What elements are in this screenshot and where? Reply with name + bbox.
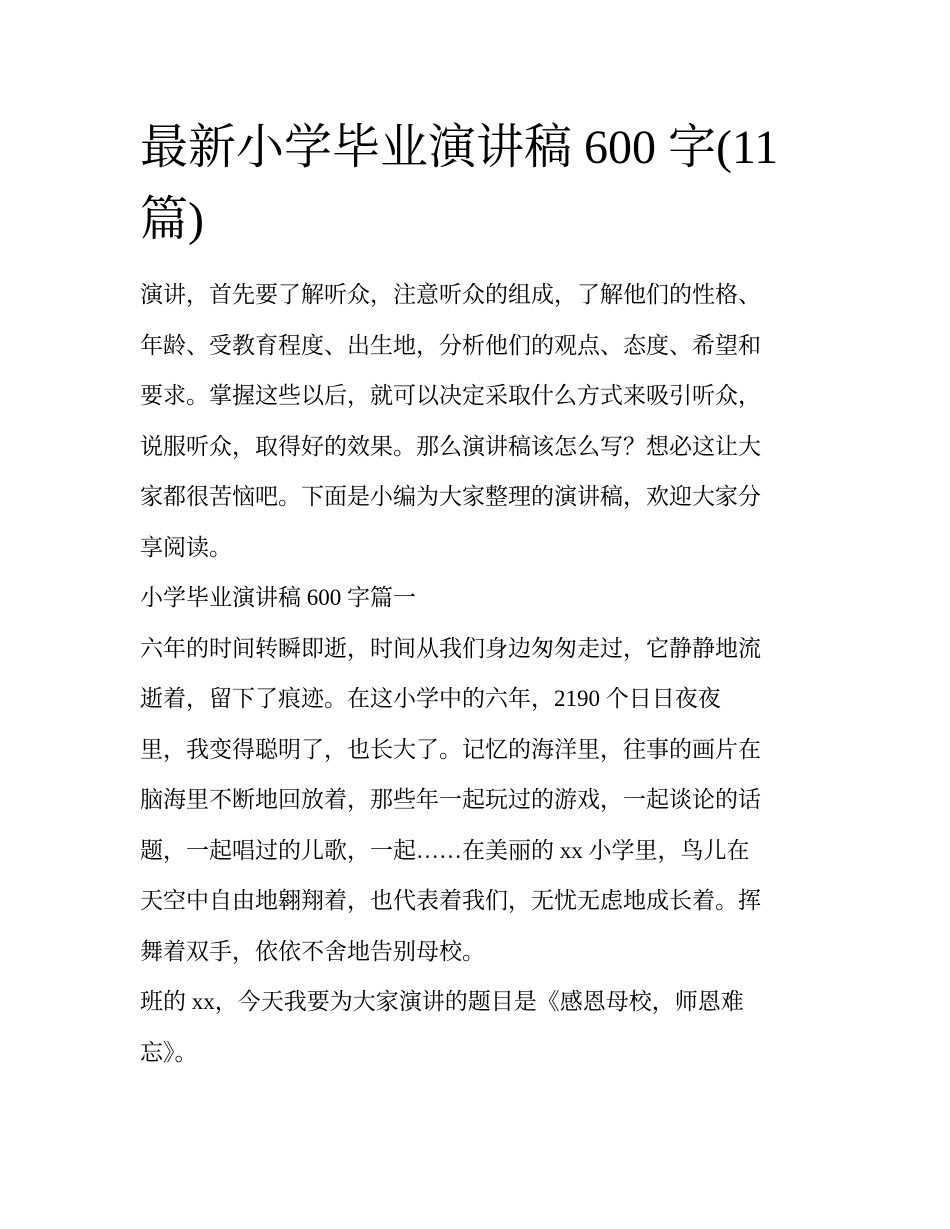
section-heading: [140, 573, 815, 624]
page-title: [140, 112, 815, 256]
title-line: 篇): [140, 193, 204, 246]
text-line: 说服听众，取得好的效果。那么演讲稿该怎么写？想必这让大: [140, 433, 761, 459]
text-line: 忘》。: [140, 1039, 198, 1065]
text-line: 享阅读。: [140, 534, 232, 560]
text-line: 班的 xx，今天我要为大家演讲的题目是《感恩母校，师恩难: [140, 989, 744, 1014]
document-page: [140, 112, 815, 1078]
text-line: 家都很苦恼吧。下面是小编为大家整理的演讲稿，欢迎大家分: [140, 484, 761, 509]
text-line: 要求。掌握这些以后，就可以决定采取什么方式来吸引听众，: [140, 383, 761, 408]
body-paragraph-1: [140, 624, 815, 978]
text-line: 天空中自由地翱翔着，也代表着我们，无忧无虑地成长着。挥: [140, 888, 761, 913]
text-line: 脑海里不断地回放着，那些年一起玩过的游戏，一起谈论的话: [140, 787, 761, 812]
text-line: 年龄、受教育程度、出生地，分析他们的观点、态度、希望和: [140, 332, 761, 358]
text-line: 六年的时间转瞬即逝，时间从我们身边匆匆走过，它静静地流: [140, 635, 761, 661]
text-line: 舞着双手，依依不舍地告别母校。: [140, 938, 485, 964]
text-line: 演讲，首先要了解听众，注意听众的组成，了解他们的性格、: [140, 282, 761, 307]
text-line: 逝着，留下了痕迹。在这小学中的六年，2190 个日日夜夜: [140, 686, 721, 711]
title-line: 最新小学毕业演讲稿 600 字(11: [140, 121, 779, 174]
heading-line: 小学毕业演讲稿 600 字篇一: [140, 585, 416, 610]
text-line: 里，我变得聪明了，也长大了。记忆的海洋里，往事的画片在: [140, 736, 761, 762]
intro-paragraph: [140, 270, 815, 573]
body-paragraph-2: [140, 977, 815, 1078]
text-line: 题，一起唱过的儿歌，一起……在美丽的 xx 小学里，鸟儿在: [140, 837, 750, 863]
